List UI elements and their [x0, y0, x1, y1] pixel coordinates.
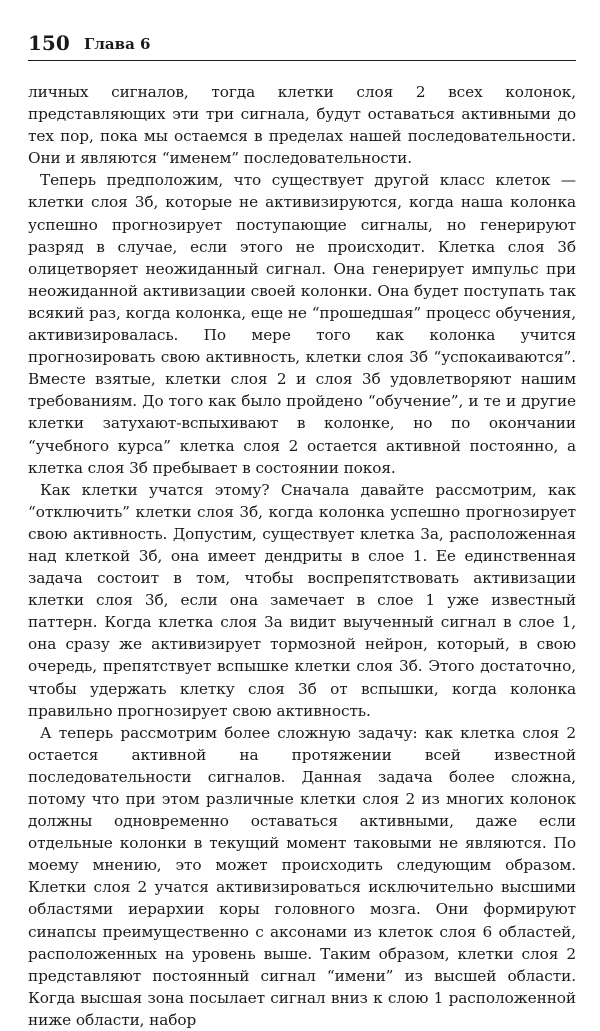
paragraph: А теперь рассмотрим более сложную задачу: как клетка слоя 2 остается активной на протяжении всей известной последовательности сигналов. Данная задача более сложна, потому что при этом различные клетки слоя 2 из многих колонок должны одновременно оставаться активными, даже если отдельные колонки в текущий момент таковыми не являются. По моему мнению, это может происходить следующим образом. Клетки слоя 2 учатся активизироваться исключительно высшими областями иерархии коры головного мозга. Они формируют синапсы преимущественно с аксонами из клеток слоя 6 областей, расположенных на уровень выше. Таким образом, клетки слоя 2 представляют постоянный сигнал “имени” из высшей области. Когда высшая зона посылает сигнал вниз к слою 1 расположенной ниже области, набор — [28, 723, 576, 1029]
paragraph-continued: личных сигналов, тогда клетки слоя 2 всех колонок, представляющих эти три сигнала, будут оставаться активными до тех пор, пока мы остаемся в пределах нашей последовательности. Они и являются “именем” последовательности. — [28, 83, 576, 168]
paragraph: Как клетки учатся этому? Сначала давайте рассмотрим, как “отключить” клетки слоя 3б, когда колонка успешно прогнозирует свою активность. Допустим, существует клетка 3а, расположенная над клеткой 3б, она имеет дендриты в слое 1. Ее единственная задача состоит в том, чтобы воспрепятствовать активизации клетки слоя 3б, если она замечает в слое 1 уже известный паттерн. Когда клетка слоя 3а видит выученный сигнал в слое 1, она сразу же активизирует тормозной нейрон, который, в свою очередь, препятствует вспышке клетки слоя 3б. Этого достаточно, чтобы удержать клетку слоя 3б от вспышки, когда колонка правильно прогнозирует свою активность. — [28, 480, 576, 720]
book-page — [28, 30, 576, 1031]
paragraph: Теперь предположим, что существует другой класс клеток — клетки слоя 3б, которые не активизируются, когда наша колонка успешно прогнозирует поступающие сигналы, но генерируют разряд в случае, если этого не происходит. Клетка слоя 3б олицетворяет неожиданный сигнал. Она генерирует импульс при неожиданной активизации своей колонки. Она будет поступать так всякий раз, когда колонка, еще не “прошедшая” процесс обучения, активизировалась. По мере того как колонка учится прогнозировать свою активность, клетки слоя 3б “успокаиваются”. Вместе взятые, клетки слоя 2 и слоя 3б удовлетворяют нашим требованиям. До того как было пройдено “обучение”, и те и другие клетки затухают-вспыхивают в колонке, но по окончании “учебного курса” клетка слоя 2 остается активной постоянно, а клетка слоя 3б пребывает в состоянии покоя. — [28, 171, 576, 477]
chapter-title: Глава 6 — [84, 35, 151, 53]
page-number: 150 — [28, 31, 70, 55]
body-text — [28, 81, 576, 1031]
running-head — [28, 30, 576, 61]
